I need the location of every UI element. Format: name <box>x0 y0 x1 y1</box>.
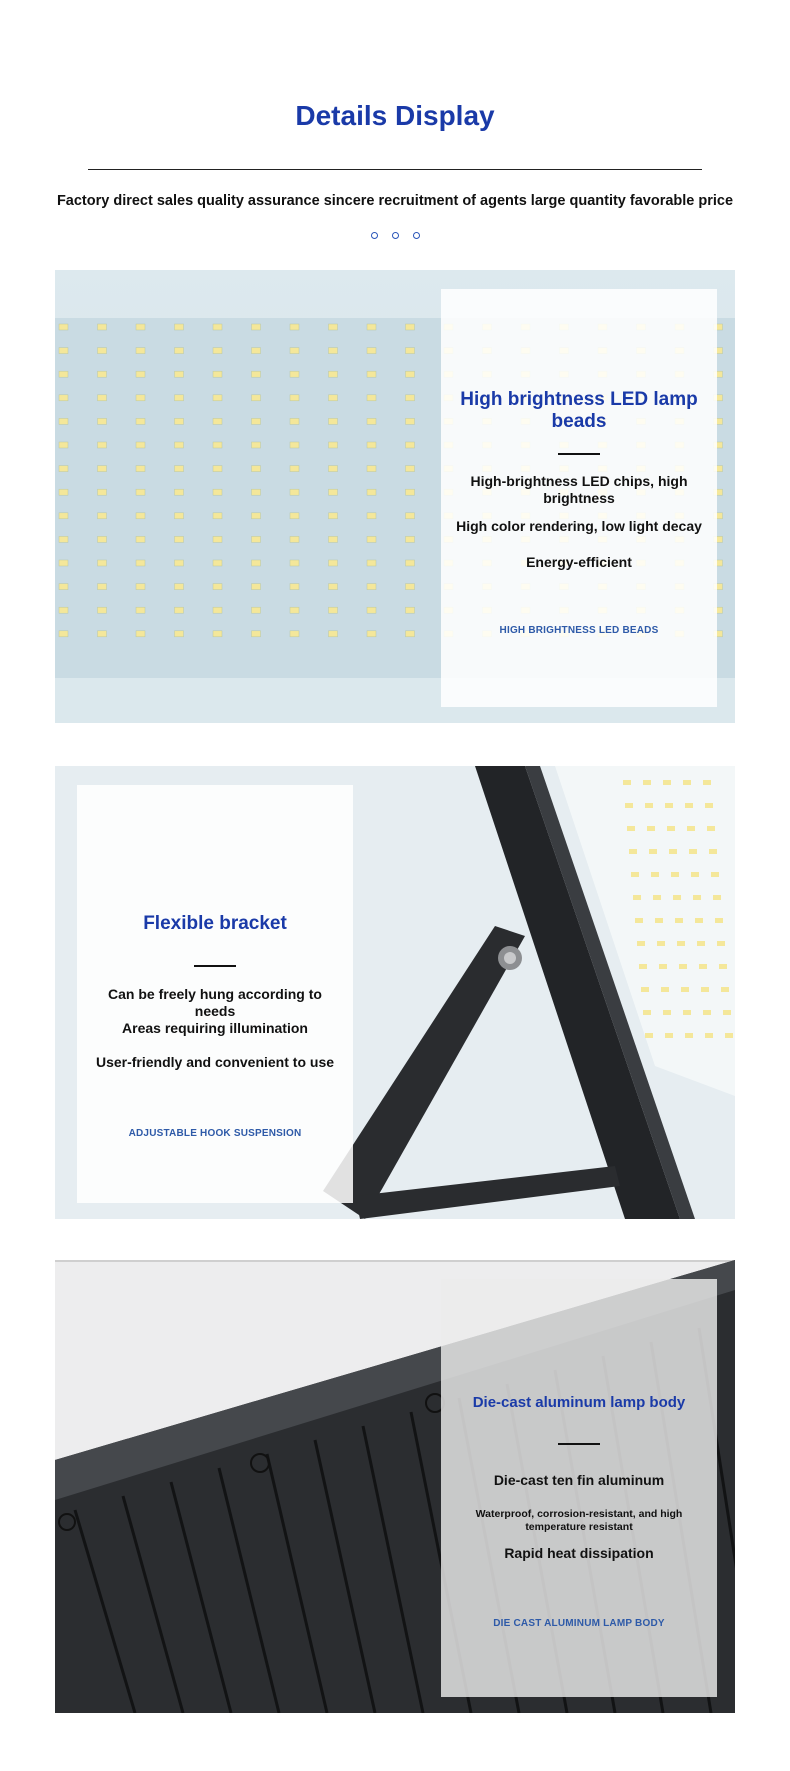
led-bead <box>136 631 145 637</box>
page-subtitle: Factory direct sales quality assurance sincere recruitment of agents large quantity favorable price <box>56 193 734 209</box>
led-bead <box>59 489 68 495</box>
led-bead <box>136 584 145 590</box>
led-bead <box>59 442 68 448</box>
feature-line: Rapid heat dissipation <box>504 1545 654 1561</box>
led-bead <box>290 442 299 448</box>
decorative-dots <box>0 232 790 239</box>
led-bead <box>406 489 415 495</box>
led-bead <box>703 1010 711 1015</box>
section-title: High brightness LED lamp beads <box>460 389 698 432</box>
led-bead <box>693 895 701 900</box>
led-bead <box>98 324 107 330</box>
section-tag: DIE CAST ALUMINUM LAMP BODY <box>493 1618 665 1629</box>
led-bead <box>329 489 338 495</box>
led-bead <box>719 964 727 969</box>
led-bead <box>59 466 68 472</box>
led-bead <box>655 918 663 923</box>
led-bead <box>290 371 299 377</box>
led-bead <box>367 324 376 330</box>
led-bead <box>367 584 376 590</box>
led-bead <box>59 607 68 613</box>
led-bead <box>406 560 415 566</box>
led-bead <box>649 849 657 854</box>
led-bead <box>643 1010 651 1015</box>
led-bead <box>59 395 68 401</box>
led-bead <box>290 631 299 637</box>
led-bead <box>290 466 299 472</box>
led-bead <box>290 560 299 566</box>
led-bead <box>252 395 261 401</box>
led-bead <box>213 418 222 424</box>
title-rule <box>558 1443 600 1445</box>
feature-line: Can be freely hung according to needs <box>108 986 322 1019</box>
led-bead <box>213 442 222 448</box>
led-bead <box>705 803 713 808</box>
led-bead <box>59 348 68 354</box>
led-bead <box>290 348 299 354</box>
led-bead <box>98 631 107 637</box>
led-bead <box>329 348 338 354</box>
lamp-body-card <box>441 1279 717 1697</box>
led-bead <box>136 418 145 424</box>
led-bead <box>697 941 705 946</box>
led-bead <box>685 803 693 808</box>
led-bead <box>651 872 659 877</box>
led-bead <box>406 348 415 354</box>
led-bead <box>329 418 338 424</box>
led-bead <box>59 418 68 424</box>
led-bead <box>213 466 222 472</box>
led-bead <box>627 826 635 831</box>
led-bead <box>175 560 184 566</box>
feature-line: Waterproof, corrosion-resistant, and high temperature resistant <box>475 1508 683 1533</box>
led-bead <box>715 918 723 923</box>
led-bead <box>290 324 299 330</box>
led-bead <box>175 466 184 472</box>
lamp-body-section <box>55 1260 735 1713</box>
led-bead <box>175 371 184 377</box>
led-bead <box>623 780 631 785</box>
led-bead <box>290 536 299 542</box>
led-bead <box>252 442 261 448</box>
feature-line: Energy-efficient <box>526 554 632 570</box>
led-bead <box>98 513 107 519</box>
feature-line: User-friendly and convenient to use <box>95 1054 335 1070</box>
led-bead <box>329 584 338 590</box>
led-bead <box>290 489 299 495</box>
led-bead <box>136 489 145 495</box>
led-bead <box>98 489 107 495</box>
led-bead <box>631 872 639 877</box>
led-bead <box>653 895 661 900</box>
feature-line: High-brightness LED chips, high brightness <box>470 473 688 506</box>
led-bead <box>675 918 683 923</box>
led-bead <box>639 964 647 969</box>
led-bead <box>367 607 376 613</box>
led-bead <box>213 489 222 495</box>
led-bead <box>136 324 145 330</box>
led-bead <box>689 849 697 854</box>
led-bead <box>213 324 222 330</box>
led-bead <box>665 803 673 808</box>
led-bead <box>329 371 338 377</box>
led-bead <box>252 371 261 377</box>
bracket-section <box>55 766 735 1219</box>
led-bead <box>175 536 184 542</box>
led-bead <box>713 895 721 900</box>
led-bead <box>175 348 184 354</box>
led-bead <box>406 631 415 637</box>
led-bead <box>723 1010 731 1015</box>
led-bead <box>663 780 671 785</box>
led-bead <box>175 442 184 448</box>
led-bead <box>629 849 637 854</box>
led-bead <box>671 872 679 877</box>
led-bead <box>647 826 655 831</box>
led-bead <box>705 1033 713 1038</box>
led-bead <box>633 895 641 900</box>
led-bead <box>213 607 222 613</box>
led-beads-card <box>441 289 717 707</box>
led-bead <box>98 536 107 542</box>
led-bead <box>406 395 415 401</box>
section-tag: ADJUSTABLE HOOK SUSPENSION <box>128 1128 302 1139</box>
led-bead <box>657 941 665 946</box>
led-bead <box>406 536 415 542</box>
led-bead <box>367 536 376 542</box>
led-bead <box>213 348 222 354</box>
led-bead <box>701 987 709 992</box>
led-bead <box>406 371 415 377</box>
led-bead <box>98 348 107 354</box>
led-bead <box>252 348 261 354</box>
led-bead <box>329 560 338 566</box>
led-bead <box>699 964 707 969</box>
led-bead <box>406 607 415 613</box>
led-bead <box>175 513 184 519</box>
led-bead <box>645 1033 653 1038</box>
led-bead <box>681 987 689 992</box>
led-bead <box>406 324 415 330</box>
led-bead <box>175 418 184 424</box>
led-bead <box>136 466 145 472</box>
led-bead <box>329 324 338 330</box>
led-bead <box>98 466 107 472</box>
led-bead <box>136 513 145 519</box>
led-bead <box>717 941 725 946</box>
led-bead <box>673 895 681 900</box>
led-bead <box>661 987 669 992</box>
led-bead <box>406 442 415 448</box>
led-bead <box>367 395 376 401</box>
led-bead <box>667 826 675 831</box>
led-bead <box>213 371 222 377</box>
led-bead <box>98 395 107 401</box>
title-rule <box>194 965 236 967</box>
led-bead <box>290 395 299 401</box>
led-bead <box>136 348 145 354</box>
led-bead <box>59 631 68 637</box>
led-bead <box>669 849 677 854</box>
led-bead <box>252 324 261 330</box>
feature-line: Areas requiring illumination <box>122 1020 308 1036</box>
led-bead <box>59 371 68 377</box>
led-bead <box>329 513 338 519</box>
led-bead <box>679 964 687 969</box>
led-bead <box>663 1010 671 1015</box>
led-bead <box>213 513 222 519</box>
led-bead <box>213 560 222 566</box>
led-bead <box>175 489 184 495</box>
led-bead <box>213 631 222 637</box>
led-bead <box>367 348 376 354</box>
led-bead <box>290 607 299 613</box>
led-bead <box>329 536 338 542</box>
led-bead <box>329 466 338 472</box>
led-bead <box>98 418 107 424</box>
led-bead <box>691 872 699 877</box>
led-bead <box>59 513 68 519</box>
section-title: Flexible bracket <box>143 913 287 934</box>
led-bead <box>665 1033 673 1038</box>
led-bead <box>252 631 261 637</box>
led-bead <box>645 803 653 808</box>
led-bead <box>687 826 695 831</box>
dot-icon <box>392 232 399 239</box>
led-bead <box>136 442 145 448</box>
led-bead <box>175 607 184 613</box>
led-bead <box>367 560 376 566</box>
led-bead <box>252 536 261 542</box>
led-bead <box>136 395 145 401</box>
led-bead <box>406 418 415 424</box>
led-bead <box>695 918 703 923</box>
led-bead <box>59 584 68 590</box>
led-bead <box>406 466 415 472</box>
title-divider <box>88 169 702 170</box>
led-bead <box>252 489 261 495</box>
led-bead <box>98 607 107 613</box>
led-bead <box>367 466 376 472</box>
led-bead <box>98 442 107 448</box>
led-bead <box>290 418 299 424</box>
led-bead <box>367 371 376 377</box>
led-bead <box>252 607 261 613</box>
led-bead <box>406 513 415 519</box>
led-bead <box>677 941 685 946</box>
led-bead <box>707 826 715 831</box>
led-bead <box>136 607 145 613</box>
led-bead <box>637 941 645 946</box>
title-rule <box>558 453 600 455</box>
section-tag: HIGH BRIGHTNESS LED BEADS <box>499 625 659 636</box>
feature-line: High color rendering, low light decay <box>456 518 702 534</box>
led-bead <box>643 780 651 785</box>
led-bead <box>175 395 184 401</box>
led-bead <box>136 536 145 542</box>
led-bead <box>703 780 711 785</box>
led-bead <box>406 584 415 590</box>
led-bead <box>290 584 299 590</box>
led-bead <box>59 560 68 566</box>
led-bead <box>252 560 261 566</box>
led-bead <box>329 607 338 613</box>
led-bead <box>625 803 633 808</box>
led-bead <box>329 395 338 401</box>
led-bead <box>683 1010 691 1015</box>
led-bead <box>683 780 691 785</box>
led-bead <box>213 395 222 401</box>
led-bead <box>175 631 184 637</box>
led-bead <box>175 324 184 330</box>
led-bead <box>175 584 184 590</box>
led-bead <box>98 560 107 566</box>
led-bead <box>725 1033 733 1038</box>
led-beads-section <box>55 270 735 723</box>
section-title: Die-cast aluminum lamp body <box>472 1394 686 1411</box>
led-bead <box>59 324 68 330</box>
led-bead <box>635 918 643 923</box>
led-bead <box>659 964 667 969</box>
led-bead <box>213 584 222 590</box>
led-bead <box>252 466 261 472</box>
bracket-card <box>77 785 353 1203</box>
led-bead <box>721 987 729 992</box>
led-bead <box>367 442 376 448</box>
dot-icon <box>371 232 378 239</box>
led-bead <box>136 371 145 377</box>
dot-icon <box>413 232 420 239</box>
led-bead <box>641 987 649 992</box>
page-title: Details Display <box>295 100 495 131</box>
led-bead <box>213 536 222 542</box>
led-bead <box>59 536 68 542</box>
led-bead <box>136 560 145 566</box>
led-bead <box>290 513 299 519</box>
led-bead <box>329 631 338 637</box>
led-bead <box>711 872 719 877</box>
led-bead <box>367 418 376 424</box>
led-bead <box>367 489 376 495</box>
led-bead <box>367 631 376 637</box>
feature-line: Die-cast ten fin aluminum <box>493 1472 665 1488</box>
led-bead <box>329 442 338 448</box>
led-bead <box>98 371 107 377</box>
led-bead <box>685 1033 693 1038</box>
led-bead <box>252 418 261 424</box>
led-bead <box>252 584 261 590</box>
led-bead <box>98 584 107 590</box>
led-bead <box>252 513 261 519</box>
led-bead <box>367 513 376 519</box>
led-bead <box>709 849 717 854</box>
